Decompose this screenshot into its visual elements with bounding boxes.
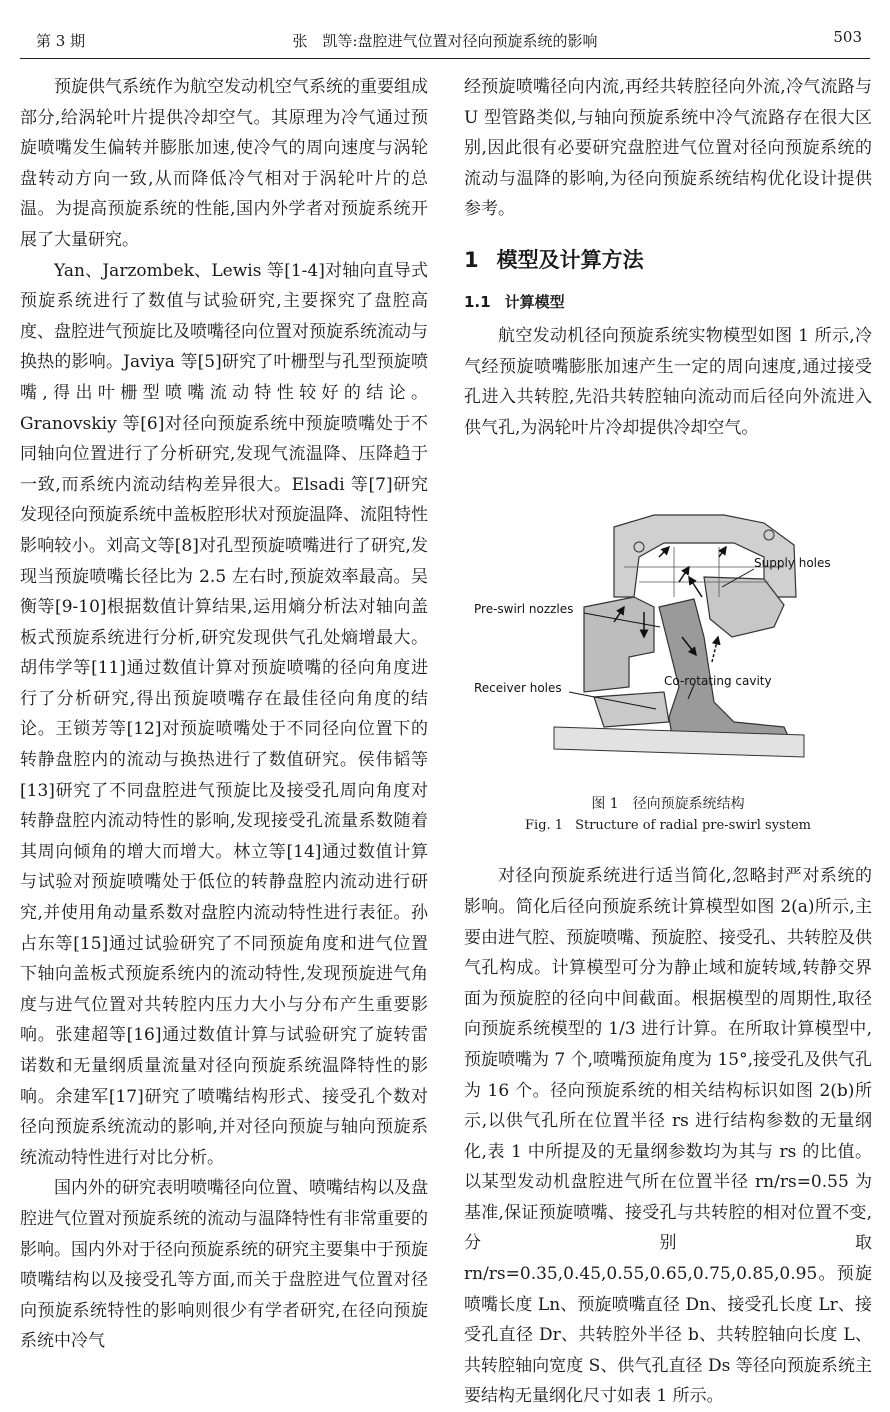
- figure-1-diagram: [464, 487, 872, 787]
- preswirl-structure-drawing: [464, 487, 872, 787]
- page-number: 503: [833, 28, 862, 46]
- figure-caption-en-label: Fig. 1: [525, 818, 564, 834]
- subsection-title: 计算模型: [504, 292, 565, 311]
- section-number: 1: [464, 247, 479, 272]
- section-heading: [464, 245, 872, 275]
- page-header: [20, 0, 870, 58]
- label-receiver-holes: Receiver holes: [474, 681, 562, 696]
- literature-review-paragraph: Yan、Jarzombek、Lewis 等[1-4]对轴向直导式预旋系统进行了数值与试验研究,主要探究了盘腔高度、盘腔进气预旋比及喷嘴径向位置对预旋系统流动与换热的影响。Javiya 等[5]研究了叶栅型与孔型预旋喷嘴,得出叶栅型喷嘴流动特性较好的结论。Granovskiy 等[6]对径向预旋系统中预旋喷嘴处于不同轴向位置进行了分析研究,发现气流温降、压降趋于一致,而系统内流动结构差异很大。Elsadi 等[7]研究发现径向预旋系统中盖板腔形状对预旋温降、流阻特性影响较小。刘高文等[8]对孔型预旋喷嘴进行了研究,发现当预旋喷嘴长径比为 2.5 左右时,预旋效率最高。吴衡等[9-10]根据数值计算结果,运用熵分析法对轴向盖板式预旋系统进行分析,研究发现供气孔处熵增最大。胡伟学等[11]通过数值计算对预旋喷嘴的径向角度进行了分析研究,得出预旋喷嘴存在最佳径向角度的结论。王锁芳等[12]对预旋喷嘴处于不同径向位置下的转静盘腔内的流动与换热进行了数值研究。侯伟韬等[13]研究了不同盘腔进气预旋比及接受孔周向角度对转静盘腔内流动特性的影响,发现接受孔流量系数随着其周向倾角的增大而增大。林立等[14]通过数值计算与试验对预旋喷嘴处于低位的转静盘腔内流动进行研究,并使用角动量系数对盘腔内流动特性进行表征。孙占东等[15]通过试验研究了不同预旋角度和进气位置下轴向盖板式预旋系统内的流动特性,发现预旋进气角度与进气位置对共转腔内压力大小与分布产生重要影响。张建超等[16]通过数值计算与试验研究了旋转雷诺数和无量纲质量流量对径向预旋系统温降特性的影响。余建军[17]研究了喷嘴结构形式、接受孔个数对径向预旋系统流动的影响,并对径向预旋与轴向预旋系统流动特性进行对比分析。: [20, 260, 428, 1168]
- figure-caption-cn: 图 1 径向预旋系统结构: [591, 796, 745, 813]
- left-column: [20, 72, 428, 1357]
- section-title: 模型及计算方法: [496, 247, 644, 272]
- subsection-number: 1.1: [464, 292, 491, 311]
- header-rule: [20, 58, 870, 59]
- label-supply-holes: Supply holes: [754, 556, 831, 571]
- issue-number: 第 3 期: [36, 32, 86, 50]
- right-column: [464, 72, 872, 1412]
- label-preswirl-nozzles: Pre-swirl nozzles: [474, 602, 574, 617]
- figure-caption-en-text: Structure of radial pre-swirl system: [575, 818, 811, 834]
- model-description-paragraph: 航空发动机径向预旋系统实物模型如图 1 所示,冷气经预旋喷嘴膨胀加速产生一定的周向速度,通过接受孔进入共转腔,先沿共转腔轴向流动而后径向外流进入供气孔,为涡轮叶片冷却提供冷却空气。: [464, 325, 872, 438]
- label-corotating-cavity: Co-rotating cavity: [664, 674, 772, 689]
- motivation-paragraph: 国内外的研究表明喷嘴径向位置、喷嘴结构以及盘腔进气位置对预旋系统的流动与温降特性有非常重要的影响。国内外对于径向预旋系统的研究主要集中于预旋喷嘴结构以及接受孔等方面,而关于盘腔进气位置对径向预旋系统特性的影响则很少有学者研究,在径向预旋系统中冷气: [20, 1178, 428, 1352]
- intro-paragraph: 预旋供气系统作为航空发动机空气系统的重要组成部分,给涡轮叶片提供冷却空气。其原理为冷气通过预旋喷嘴发生偏转并膨胀加速,使冷气的周向速度与涡轮盘转动方向一致,从而降低冷气相对于涡轮叶片的总温。为提高预旋系统的性能,国内外学者对预旋系统开展了大量研究。: [20, 77, 428, 250]
- continuation-paragraph: 经预旋喷嘴径向内流,再经共转腔径向外流,冷气流路与 U 型管路类似,与轴向预旋系统中冷气流路存在很大区别,因此很有必要研究盘腔进气位置对径向预旋系统的流动与温降的影响,为径向预旋系统结构优化设计提供参考。: [464, 77, 872, 220]
- simplified-model-paragraph: 对径向预旋系统进行适当简化,忽略封严对系统的影响。简化后径向预旋系统计算模型如图 2(a)所示,主要由进气腔、预旋喷嘴、预旋腔、接受孔、共转腔及供气孔构成。计算模型可分为静止域和旋转域,转静交界面为预旋腔的径向中间截面。根据模型的周期性,取径向预旋系统模型的 1/3 进行计算。在所取计算模型中,预旋喷嘴为 7 个,喷嘴预旋角度为 15°,接受孔及供气孔为 16 个。径向预旋系统的相关结构标识如图 2(b)所示,以供气孔所在位置半径 rs 进行结构参数的无量纲化,表 1 中所提及的无量纲参数均为其与 rs 的比值。以某型发动机盘腔进气所在位置半径 rn/rs=0.55 为基准,保证预旋喷嘴、接受孔与共转腔的相对位置不变,分别取 rn/rs=0.35,0.45,0.55,0.65,0.75,0.85,0.95。预旋喷嘴长度 Ln、预旋喷嘴直径 Dn、接受孔长度 Lr、接受孔直径 Dr、共转腔外半径 b、共转腔轴向长度 L、共转腔轴向宽度 S、供气孔直径 Ds 等径向预旋系统主要结构无量纲化尺寸如表 1 所示。: [464, 866, 872, 1407]
- figure-caption-en: [464, 815, 872, 837]
- subsection-heading: [464, 289, 872, 315]
- running-title: 张 凯等:盘腔进气位置对径向预旋系统的影响: [292, 32, 598, 50]
